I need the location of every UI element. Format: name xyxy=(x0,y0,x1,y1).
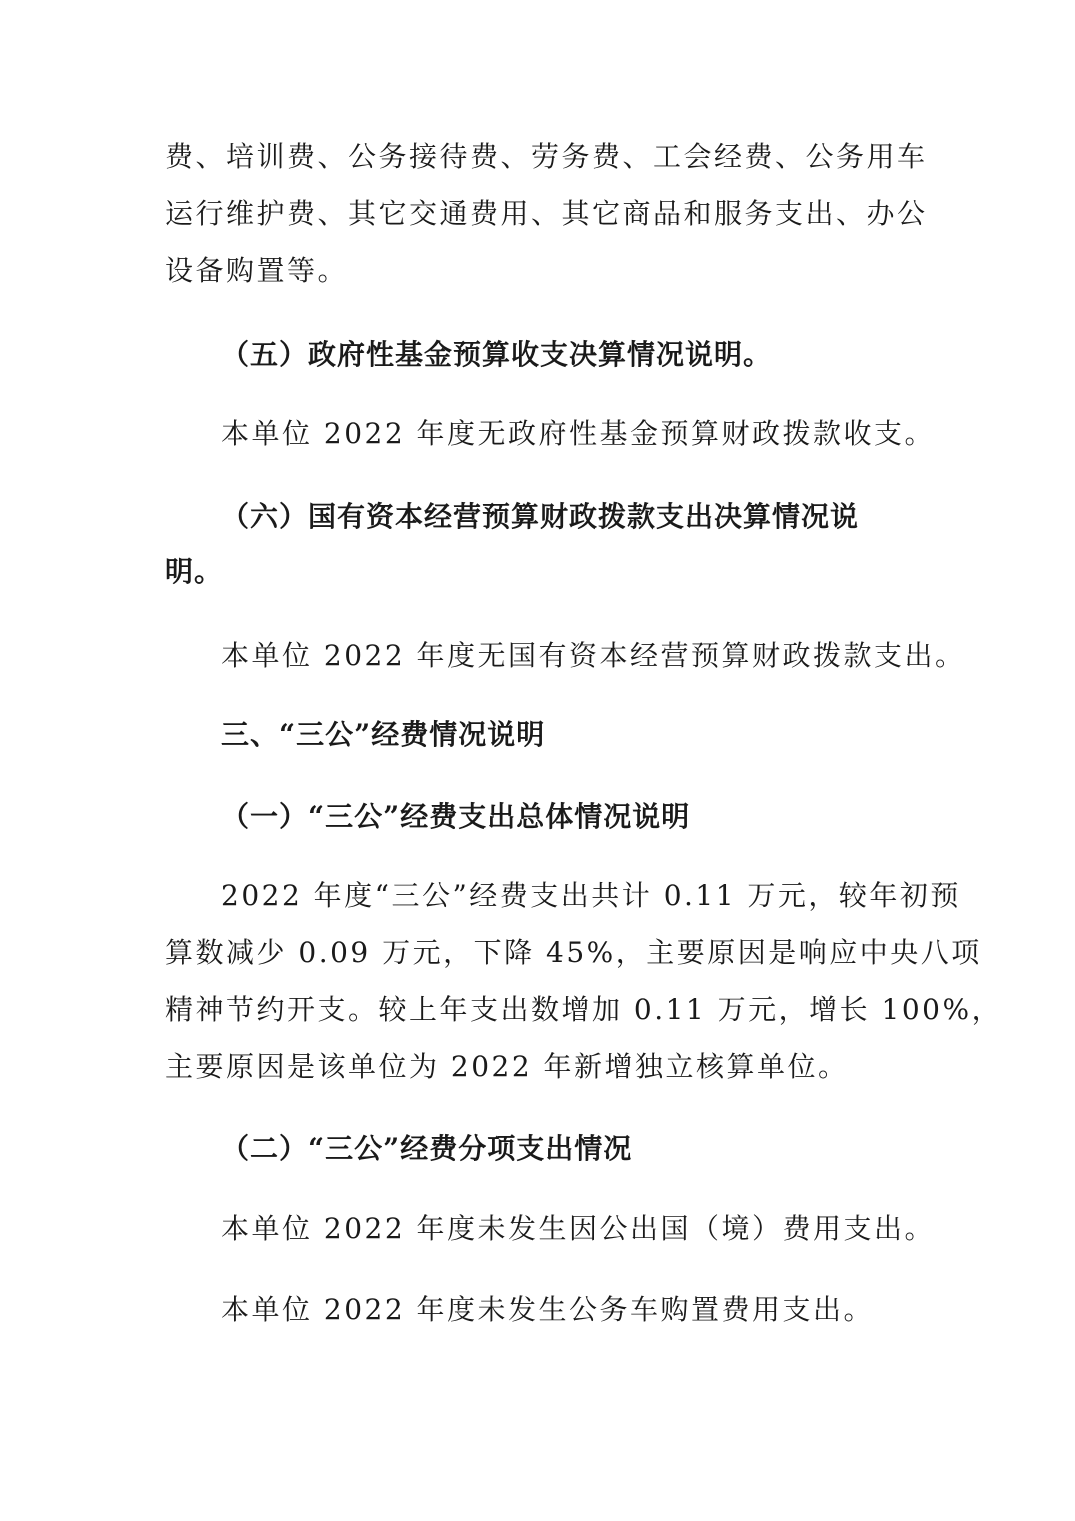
section-5-heading: （五）政府性基金预算收支决算情况说明。 xyxy=(221,338,773,371)
part-3-sub-1-line-3: 精神节约开支。较上年支出数增加 0.11 万元，增长 100%， xyxy=(165,993,1003,1026)
part-3-sub-1-line-4: 主要原因是该单位为 2022 年新增独立核算单位。 xyxy=(165,1050,849,1083)
section-5-body: 本单位 2022 年度无政府性基金预算财政拨款收支。 xyxy=(221,417,936,450)
part-3-sub-2-body-2: 本单位 2022 年度未发生公务车购置费用支出。 xyxy=(221,1293,875,1326)
part-3-sub-2-body-1: 本单位 2022 年度未发生因公出国（境）费用支出。 xyxy=(221,1212,936,1245)
continuation-line-2: 运行维护费、其它交通费用、其它商品和服务支出、办公 xyxy=(165,197,928,230)
section-6-heading-line-1: （六）国有资本经营预算财政拨款支出决算情况说 xyxy=(221,500,860,533)
part-3-sub-1-heading: （一）“三公”经费支出总体情况说明 xyxy=(221,800,691,833)
part-3-sub-2-heading: （二）“三公”经费分项支出情况 xyxy=(221,1132,633,1165)
section-6-body: 本单位 2022 年度无国有资本经营预算财政拨款支出。 xyxy=(221,639,966,672)
section-6-heading-line-2: 明。 xyxy=(165,555,224,588)
continuation-line-3: 设备购置等。 xyxy=(165,254,349,287)
continuation-line-1: 费、培训费、公务接待费、劳务费、工会经费、公务用车 xyxy=(165,140,928,173)
part-3-heading: 三、“三公”经费情况说明 xyxy=(221,718,546,751)
part-3-sub-1-line-1: 2022 年度“三公”经费支出共计 0.11 万元，较年初预 xyxy=(221,879,961,912)
part-3-sub-1-line-2: 算数减少 0.09 万元，下降 45%，主要原因是响应中央八项 xyxy=(165,936,982,969)
